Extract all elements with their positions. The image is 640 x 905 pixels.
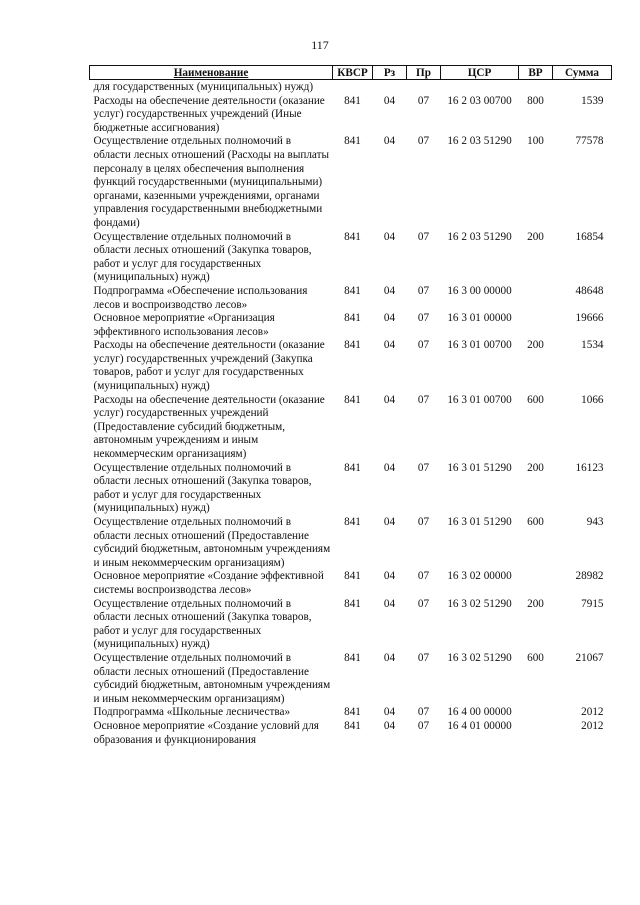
- cell-sum: 77578: [575, 135, 604, 148]
- cell-sum: 28982: [575, 570, 604, 583]
- cell-rz: 04: [383, 393, 396, 406]
- cell-pr: 07: [417, 706, 430, 719]
- cell-name: Осуществление отдельных полномочий в области лесных отношений (Закупка товаров, работ и услуг для государственных (муниципальных) нужд): [93, 461, 312, 515]
- table-row: [90, 652, 612, 706]
- cell-pr: 07: [417, 230, 430, 243]
- cell-pr: 07: [417, 312, 430, 325]
- cell-kvsr: 841: [344, 651, 361, 664]
- cell-vr: [519, 570, 553, 597]
- cell-vr: [519, 706, 553, 720]
- table-row: [90, 706, 612, 720]
- table-row: [90, 720, 612, 747]
- cell-pr: [407, 80, 441, 95]
- cell-csr: 16 2 03 51290: [447, 230, 512, 243]
- cell-csr: [441, 80, 519, 95]
- cell-pr: 07: [417, 94, 430, 107]
- cell-pr: 07: [417, 339, 430, 352]
- cell-name: Расходы на обеспечение деятельности (оказание услуг) государственных учреждений (Предоставление субсидий бюджетным, автономным учреждениям и иным некоммерческим организациям): [93, 393, 325, 461]
- cell-rz: 04: [383, 94, 396, 107]
- cell-kvsr: 841: [344, 230, 361, 243]
- cell-rz: 04: [383, 312, 396, 325]
- cell-vr: [519, 80, 553, 95]
- cell-name: Осуществление отдельных полномочий в области лесных отношений (Закупка товаров, работ и услуг для государственных (муниципальных) нужд): [93, 230, 312, 284]
- cell-csr: 16 3 02 51290: [447, 651, 512, 664]
- cell-pr: 07: [417, 516, 430, 528]
- cell-csr: 16 3 01 51290: [447, 461, 512, 474]
- cell-name: Осуществление отдельных полномочий в области лесных отношений (Расходы на выплаты персоналу в целях обеспечения выполнения функций государственными (муниципальными) органами, казенными учреждениями, органами управления государственными внебюджетными фондами): [93, 135, 330, 229]
- header-csr: ЦСР: [441, 66, 519, 80]
- cell-rz: 04: [383, 135, 396, 148]
- cell-name: Основное мероприятие «Создание эффективной системы воспроизводства лесов»: [93, 570, 324, 596]
- cell-name: Расходы на обеспечение деятельности (оказание услуг) государственных учреждений (Иные бюджетные ассигнования): [93, 94, 325, 134]
- cell-pr: 07: [417, 570, 430, 583]
- budget-table: [89, 65, 612, 747]
- header-pr: Пр: [407, 66, 441, 80]
- cell-vr: [519, 720, 553, 747]
- cell-rz: 04: [383, 461, 396, 474]
- cell-pr: 07: [417, 719, 430, 732]
- cell-vr: 600: [527, 393, 544, 406]
- cell-name: для государственных (муниципальных) нужд): [93, 81, 314, 93]
- cell-kvsr: [333, 80, 373, 95]
- header-kvsr: КВСР: [333, 66, 373, 80]
- cell-name: Подпрограмма «Обеспечение использования лесов и воспроизводство лесов»: [93, 284, 308, 311]
- cell-kvsr: 841: [344, 94, 361, 107]
- cell-rz: 04: [383, 570, 396, 583]
- cell-kvsr: 841: [344, 516, 361, 528]
- cell-kvsr: 841: [344, 312, 361, 325]
- cell-sum: 21067: [575, 651, 604, 664]
- cell-name: Осуществление отдельных полномочий в области лесных отношений (Предоставление субсидий бюджетным, автономным учреждениям и иным некоммерческим организациям): [93, 651, 331, 705]
- cell-name: Осуществление отдельных полномочий в области лесных отношений (Закупка товаров, работ и услуг для государственных (муниципальных) нужд): [93, 597, 312, 651]
- cell-csr: 16 3 01 00700: [447, 339, 512, 352]
- header-sum: Сумма: [553, 66, 612, 80]
- cell-sum: 1066: [581, 393, 604, 406]
- cell-sum: 2012: [581, 719, 604, 732]
- cell-sum: 943: [586, 516, 604, 528]
- table-row: [90, 135, 612, 230]
- cell-pr: 07: [417, 393, 430, 406]
- cell-pr: 07: [417, 651, 430, 664]
- header-vr: ВР: [519, 66, 553, 80]
- cell-vr: 200: [527, 339, 544, 352]
- cell-rz: 04: [383, 706, 396, 719]
- table-row: [90, 339, 612, 393]
- cell-sum: 16123: [575, 461, 604, 474]
- table-row: [90, 516, 612, 570]
- cell-name: Осуществление отдельных полномочий в области лесных отношений (Предоставление субсидий бюджетным, автономным учреждениям и иным некоммерческим организациям): [93, 516, 331, 569]
- table-row: [90, 462, 612, 516]
- cell-csr: 16 2 03 51290: [447, 135, 512, 148]
- cell-vr: [519, 312, 553, 339]
- cell-name: Расходы на обеспечение деятельности (оказание услуг) государственных учреждений (Закупка товаров, работ и услуг для государственных (муниципальных) нужд): [93, 339, 325, 393]
- cell-vr: 600: [527, 651, 544, 664]
- cell-pr: 07: [417, 597, 430, 610]
- cell-rz: [373, 80, 407, 95]
- cell-sum: 19666: [575, 312, 604, 325]
- cell-kvsr: 841: [344, 393, 361, 406]
- cell-vr: 600: [527, 516, 544, 528]
- cell-rz: 04: [383, 230, 396, 243]
- cell-vr: [519, 285, 553, 312]
- page-number: 117: [311, 38, 329, 52]
- cell-rz: 04: [383, 651, 396, 664]
- table-row: [90, 394, 612, 462]
- cell-vr: 100: [527, 135, 544, 148]
- header-name: Наименование: [90, 66, 333, 80]
- table-row: [90, 231, 612, 285]
- table-header-row: [90, 66, 612, 80]
- cell-name: Основное мероприятие «Создание условий для образования и функционирования: [93, 719, 319, 746]
- cell-pr: 07: [417, 461, 430, 474]
- cell-kvsr: 841: [344, 135, 361, 148]
- table-body: [90, 80, 612, 748]
- cell-kvsr: 841: [344, 461, 361, 474]
- cell-pr: 07: [417, 135, 430, 148]
- cell-kvsr: 841: [344, 706, 361, 719]
- cell-kvsr: 841: [344, 570, 361, 583]
- table-row: [90, 598, 612, 652]
- cell-sum: 48648: [575, 284, 604, 297]
- table-row: [90, 285, 612, 312]
- table-row: [90, 95, 612, 136]
- cell-vr: 200: [527, 461, 544, 474]
- cell-csr: 16 3 01 00000: [447, 312, 512, 325]
- cell-rz: 04: [383, 719, 396, 732]
- cell-vr: 200: [527, 597, 544, 610]
- cell-rz: 04: [383, 597, 396, 610]
- cell-kvsr: 841: [344, 719, 361, 732]
- cell-sum: 1539: [581, 94, 604, 107]
- cell-sum: 2012: [581, 706, 604, 719]
- cell-rz: 04: [383, 516, 396, 528]
- table-row: [90, 570, 612, 597]
- cell-csr: 16 3 01 00700: [447, 393, 512, 406]
- cell-rz: 04: [383, 339, 396, 352]
- cell-name: Подпрограмма «Школьные лесничества»: [93, 706, 291, 719]
- table-row: [90, 80, 612, 95]
- cell-csr: 16 3 01 51290: [447, 516, 512, 528]
- cell-vr: 800: [527, 94, 544, 107]
- cell-kvsr: 841: [344, 284, 361, 297]
- cell-pr: 07: [417, 284, 430, 297]
- cell-vr: 200: [527, 230, 544, 243]
- cell-sum: [553, 80, 612, 95]
- cell-csr: 16 2 03 00700: [447, 94, 512, 107]
- cell-csr: 16 3 00 00000: [447, 284, 512, 297]
- cell-sum: 16854: [575, 230, 604, 243]
- cell-name: Основное мероприятие «Организация эффективного использования лесов»: [93, 312, 275, 338]
- table-row: [90, 312, 612, 339]
- cell-sum: 7915: [581, 597, 604, 610]
- cell-sum: 1534: [581, 339, 604, 352]
- header-rz: Рз: [373, 66, 407, 80]
- cell-csr: 16 3 02 00000: [447, 570, 512, 583]
- cell-csr: 16 4 01 00000: [447, 719, 512, 732]
- cell-kvsr: 841: [344, 597, 361, 610]
- cell-csr: 16 3 02 51290: [447, 597, 512, 610]
- cell-csr: 16 4 00 00000: [447, 706, 512, 719]
- cell-rz: 04: [383, 284, 396, 297]
- cell-kvsr: 841: [344, 339, 361, 352]
